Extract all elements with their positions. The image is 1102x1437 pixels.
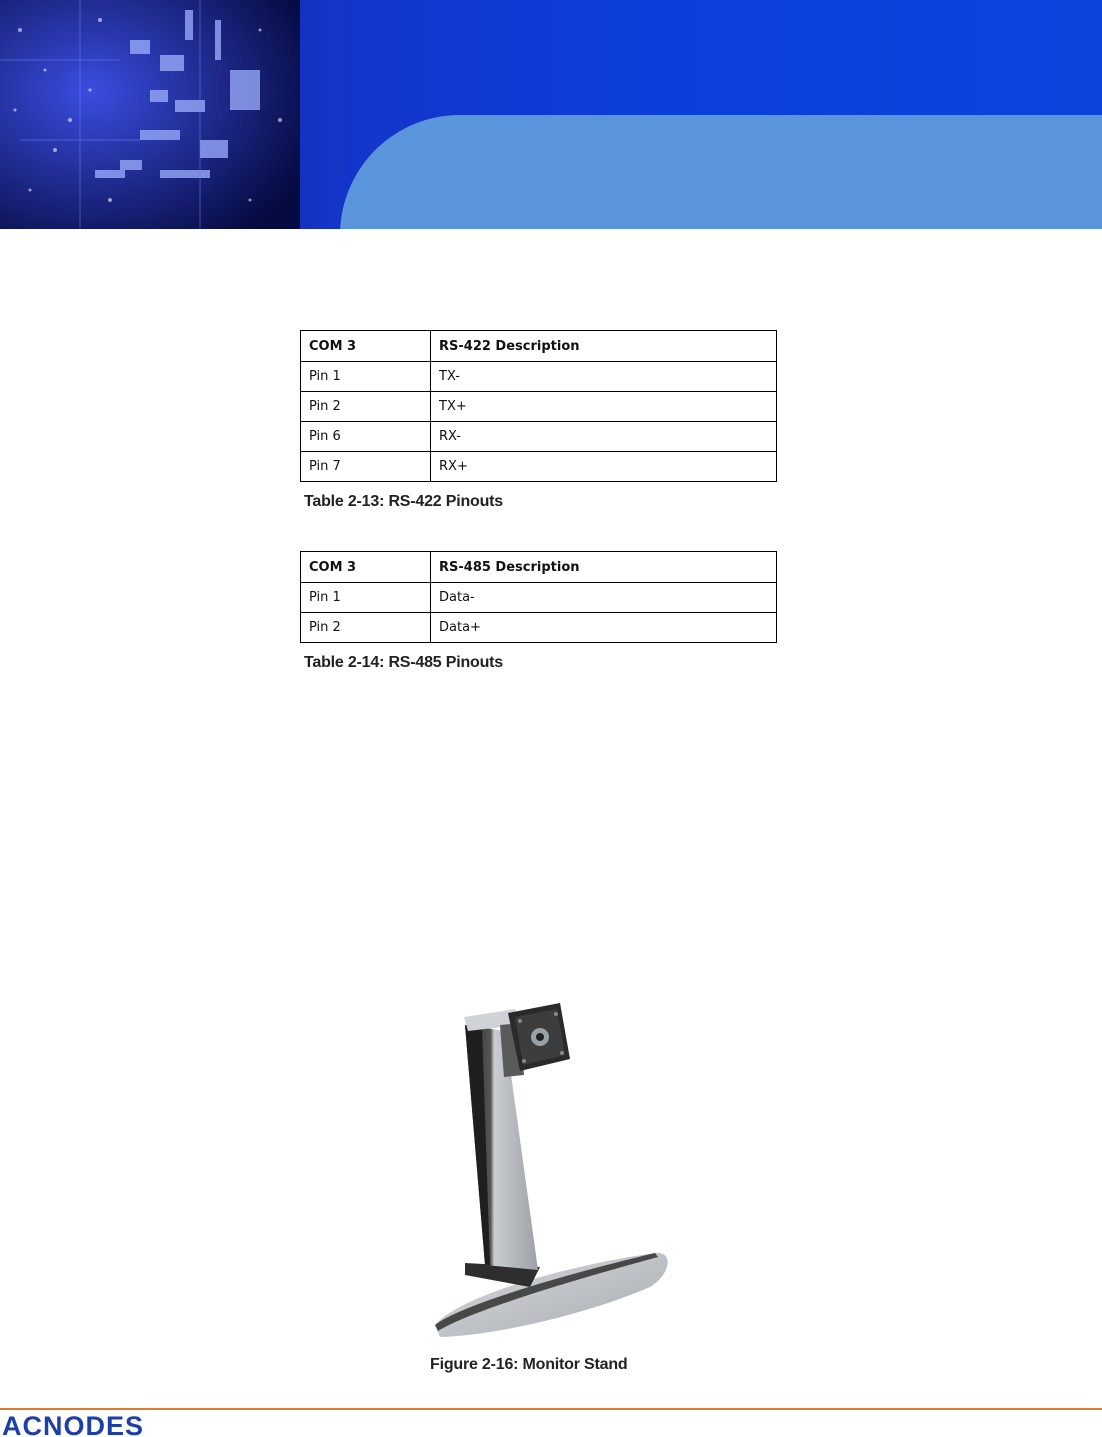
table-row [301,613,777,643]
header-banner [0,0,1102,229]
table-header-cell: COM 3 [301,331,431,362]
table-row [301,362,777,392]
table-row [301,392,777,422]
table-header-cell: RS-485 Description [431,552,777,583]
table-header-row [301,331,777,362]
table-cell: Pin 1 [301,362,431,392]
table-cell: Pin 7 [301,452,431,482]
table-header-cell: COM 3 [301,552,431,583]
svg-text:ACNODES: ACNODES [2,1411,145,1437]
table-header-cell: RS-422 Description [431,331,777,362]
table-cell: Pin 1 [301,583,431,613]
table-cell: TX+ [431,392,777,422]
table-cell: Pin 6 [301,422,431,452]
table-row [301,583,777,613]
table-cell: Data- [431,583,777,613]
table-cell: TX- [431,362,777,392]
circuit-board-image [0,0,300,229]
table-cell: Pin 2 [301,392,431,422]
monitor-stand-image [420,995,680,1345]
acnodes-logo [0,1408,210,1437]
rs485-pinout-table [300,551,777,643]
table-caption: Table 2-13: RS-422 Pinouts [304,493,504,510]
banner-curve [340,115,1102,229]
table-cell: RX- [431,422,777,452]
table-caption: Table 2-14: RS-485 Pinouts [304,654,504,671]
table-cell: RX+ [431,452,777,482]
table-cell: Data+ [431,613,777,643]
table-header-row [301,552,777,583]
rs422-pinout-table [300,330,777,482]
table-row [301,422,777,452]
table-row [301,452,777,482]
table-cell: Pin 2 [301,613,431,643]
figure-caption: Figure 2-16: Monitor Stand [430,1356,628,1373]
